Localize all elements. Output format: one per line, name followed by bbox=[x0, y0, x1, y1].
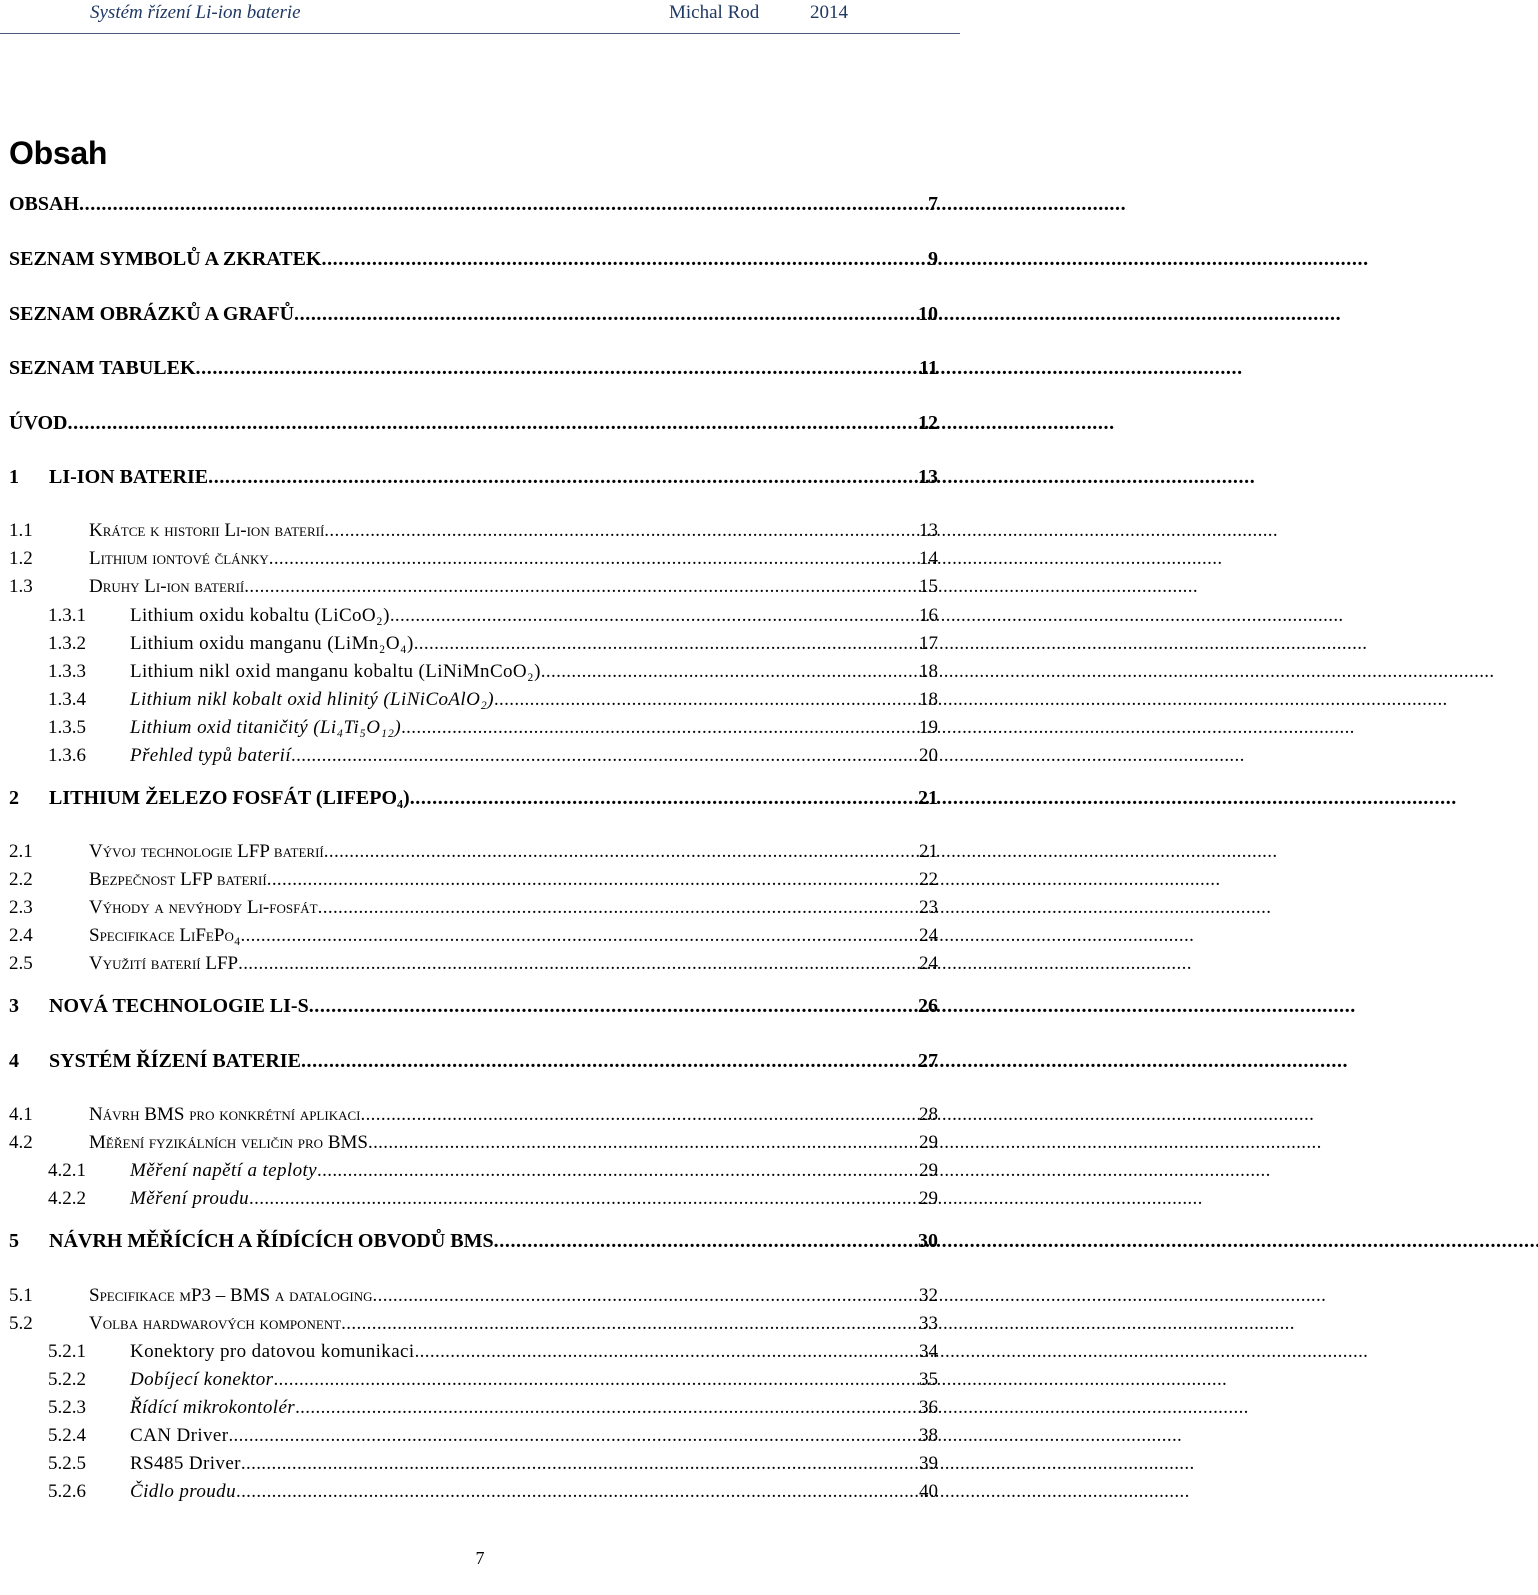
toc-leader bbox=[291, 745, 917, 767]
toc-entry-title: Lithium nikl kobalt oxid hlinitý (LiNiCoAlO₂) bbox=[130, 689, 494, 710]
toc-entry-number: 1.3.2 bbox=[48, 633, 86, 654]
toc-entry-number: 5.2.2 bbox=[48, 1369, 86, 1390]
toc-entry-number: 4 bbox=[9, 1050, 19, 1072]
toc-entry[interactable] bbox=[9, 299, 938, 325]
toc-entry-number: 2.4 bbox=[9, 925, 33, 946]
toc-entry-section[interactable] bbox=[9, 1309, 938, 1335]
toc-entry-number: 5.1 bbox=[9, 1285, 33, 1306]
toc-entry-chapter[interactable] bbox=[9, 991, 938, 1017]
toc-entry-subsection[interactable] bbox=[48, 657, 938, 683]
toc-entry-number: 2.5 bbox=[9, 953, 33, 974]
toc-leader bbox=[410, 787, 916, 809]
toc-entry-number: 1.3.5 bbox=[48, 717, 86, 738]
toc-leader bbox=[238, 953, 917, 975]
toc-leader bbox=[415, 1341, 917, 1363]
toc-leader bbox=[269, 548, 917, 570]
toc-entry-page: 10 bbox=[918, 303, 938, 325]
toc-entry-page: 27 bbox=[918, 1050, 938, 1072]
toc-entry-page: 15 bbox=[919, 576, 938, 597]
toc-leader bbox=[228, 1425, 917, 1447]
toc-entry-title: SYSTÉM ŘÍZENÍ BATERIE bbox=[49, 1050, 301, 1072]
toc-entry-title: Čidlo proudu bbox=[130, 1481, 236, 1502]
toc-leader bbox=[360, 1104, 917, 1126]
toc-leader bbox=[241, 1453, 917, 1475]
toc-entry-subsection[interactable] bbox=[48, 1337, 938, 1363]
toc-entry-section[interactable] bbox=[9, 837, 938, 863]
toc-entry-page: 36 bbox=[919, 1397, 938, 1418]
toc-leader bbox=[318, 897, 917, 919]
toc-entry-subsection[interactable] bbox=[48, 741, 938, 767]
toc-entry-section[interactable] bbox=[9, 893, 938, 919]
toc-entry-number: 5.2.5 bbox=[48, 1453, 86, 1474]
toc-entry-number: 5.2.4 bbox=[48, 1425, 86, 1446]
toc-entry-title: OBSAH bbox=[9, 193, 80, 215]
toc-entry-title: LI-ION BATERIE bbox=[49, 466, 209, 488]
toc-entry-number: 4.2.2 bbox=[48, 1188, 86, 1209]
toc-entry-title: ÚVOD bbox=[9, 412, 68, 434]
toc-leader bbox=[494, 689, 917, 711]
toc-entry-number: 4.2 bbox=[9, 1132, 33, 1153]
toc-entry-title: Bezpečnost LFP baterií bbox=[89, 869, 267, 890]
toc-entry-number: 2.2 bbox=[9, 869, 33, 890]
toc-entry-title: NÁVRH MĚŘÍCÍCH A ŘÍDÍCÍCH OBVODŮ BMS bbox=[49, 1230, 494, 1252]
toc-entry-page: 26 bbox=[918, 995, 938, 1017]
toc-entry-number: 5.2.1 bbox=[48, 1341, 86, 1362]
toc-entry-number: 1.3.1 bbox=[48, 605, 86, 626]
header-author: Michal Rod bbox=[669, 2, 760, 23]
toc-entry-number: 4.1 bbox=[9, 1104, 33, 1125]
toc-entry-number: 1.3.4 bbox=[48, 689, 86, 710]
toc-entry-number: 1.1 bbox=[9, 520, 33, 541]
toc-entry-page: 38 bbox=[919, 1425, 938, 1446]
page-title: Obsah bbox=[9, 135, 108, 171]
toc-entry-title: Výhody a nevýhody Li-fosfát bbox=[89, 897, 318, 918]
toc-leader bbox=[317, 1160, 917, 1182]
toc-leader bbox=[79, 193, 926, 215]
toc-leader bbox=[249, 1188, 917, 1210]
toc-leader bbox=[321, 248, 926, 270]
toc-entry-section[interactable] bbox=[9, 1100, 938, 1126]
toc-leader bbox=[236, 1481, 917, 1503]
toc-entry-title: SEZNAM OBRÁZKŮ A GRAFŮ bbox=[9, 303, 295, 325]
toc-entry-title: SEZNAM SYMBOLŮ A ZKRATEK bbox=[9, 248, 322, 270]
toc-entry-section[interactable] bbox=[9, 1281, 938, 1307]
toc-entry-number: 5.2.6 bbox=[48, 1481, 86, 1502]
toc-entry-title: Konektory pro datovou komunikaci bbox=[130, 1341, 415, 1362]
toc-entry-title: Krátce k historii Li-ion baterií bbox=[89, 520, 325, 541]
toc-entry-page: 13 bbox=[918, 466, 938, 488]
toc-entry-page: 33 bbox=[919, 1313, 938, 1334]
toc-entry-subsection[interactable] bbox=[48, 1477, 938, 1503]
toc-entry-subsection[interactable] bbox=[48, 685, 938, 711]
toc-entry[interactable] bbox=[9, 189, 938, 215]
toc-entry-number: 1.3.6 bbox=[48, 745, 86, 766]
toc-entry-number: 4.2.1 bbox=[48, 1160, 86, 1181]
toc-entry-number: 5.2 bbox=[9, 1313, 33, 1334]
toc-entry[interactable] bbox=[9, 408, 938, 434]
toc-entry-title: Volba hardwarových komponent bbox=[89, 1313, 342, 1334]
toc-entry-section[interactable] bbox=[9, 572, 938, 598]
toc-entry-page: 16 bbox=[919, 605, 938, 626]
toc-entry-title: Vývoj technologie LFP baterií bbox=[89, 841, 324, 862]
toc-entry-title: LITHIUM ŽELEZO FOSFÁT (LIFEPO₄) bbox=[49, 787, 410, 809]
toc-entry-page: 20 bbox=[919, 745, 938, 766]
toc-leader bbox=[324, 520, 917, 542]
toc-entry-title: Lithium iontové články bbox=[89, 548, 269, 569]
toc-leader bbox=[414, 633, 917, 655]
toc-leader bbox=[390, 605, 917, 627]
toc-entry-title: Návrh BMS pro konkrétní aplikaci bbox=[89, 1104, 361, 1125]
toc-entry-title: Využití baterií LFP bbox=[89, 953, 239, 974]
toc-entry-title: Měření fyzikálních veličin pro BMS bbox=[89, 1132, 368, 1153]
toc-entry-subsection[interactable] bbox=[48, 1365, 938, 1391]
page-number: 7 bbox=[475, 1548, 485, 1568]
toc-entry-number: 2.3 bbox=[9, 897, 33, 918]
toc-entry-chapter[interactable] bbox=[9, 1226, 938, 1252]
toc-leader bbox=[324, 841, 917, 863]
toc-entry-subsection[interactable] bbox=[48, 1449, 938, 1475]
toc-entry-page: 18 bbox=[919, 661, 938, 682]
toc-entry-title: NOVÁ TECHNOLOGIE LI-S bbox=[49, 995, 309, 1017]
toc-entry-number: 1 bbox=[9, 466, 19, 488]
toc-leader bbox=[494, 1230, 916, 1252]
toc-entry-subsection[interactable] bbox=[48, 629, 938, 655]
toc-entry-title: Měření proudu bbox=[130, 1188, 250, 1209]
toc-entry-subsection[interactable] bbox=[48, 1393, 938, 1419]
toc-entry-number: 5.2.3 bbox=[48, 1397, 86, 1418]
toc-entry-subsection[interactable] bbox=[48, 713, 938, 739]
toc-entry-chapter[interactable] bbox=[9, 783, 938, 809]
toc-entry-page: 40 bbox=[919, 1481, 938, 1502]
toc-entry-page: 29 bbox=[919, 1132, 938, 1153]
toc-entry-page: 18 bbox=[919, 689, 938, 710]
toc-entry-subsection[interactable] bbox=[48, 1421, 938, 1447]
toc-entry-page: 12 bbox=[918, 412, 938, 434]
toc-entry-page: 7 bbox=[928, 193, 938, 215]
toc-entry-section[interactable] bbox=[9, 949, 938, 975]
toc-leader bbox=[541, 661, 917, 683]
toc-entry-page: 29 bbox=[919, 1160, 938, 1181]
toc-leader bbox=[368, 1132, 917, 1154]
toc-entry-page: 23 bbox=[919, 897, 938, 918]
toc-leader bbox=[68, 412, 917, 434]
toc-leader bbox=[294, 303, 916, 325]
toc-entry-title: CAN Driver bbox=[130, 1425, 229, 1446]
toc-leader bbox=[240, 925, 917, 947]
toc-entry-page: 29 bbox=[919, 1188, 938, 1209]
toc-entry-page: 30 bbox=[918, 1230, 938, 1252]
toc-leader bbox=[244, 576, 917, 598]
toc-entry-number: 2 bbox=[9, 787, 19, 809]
toc-entry-subsection[interactable] bbox=[48, 601, 938, 627]
toc-entry-page: 39 bbox=[919, 1453, 938, 1474]
toc-leader bbox=[373, 1285, 917, 1307]
toc-entry-number: 3 bbox=[9, 995, 19, 1017]
toc-entry-page: 19 bbox=[919, 717, 938, 738]
toc-leader bbox=[301, 1050, 916, 1072]
toc-entry-title: Specifikace LiFePo₄ bbox=[89, 925, 241, 946]
toc-entry-page: 35 bbox=[919, 1369, 938, 1390]
toc-entry-page: 13 bbox=[919, 520, 938, 541]
toc-entry-number: 5 bbox=[9, 1230, 19, 1252]
toc-leader bbox=[341, 1313, 917, 1335]
toc-entry-section[interactable] bbox=[9, 1128, 938, 1154]
toc-entry-page: 11 bbox=[919, 357, 938, 379]
header-year: 2014 bbox=[810, 2, 848, 23]
toc-entry-page: 9 bbox=[928, 248, 938, 270]
toc-entry-section[interactable] bbox=[9, 921, 938, 947]
toc-leader bbox=[273, 1369, 917, 1391]
toc-entry-subsection[interactable] bbox=[48, 1184, 938, 1210]
toc-leader bbox=[295, 1397, 917, 1419]
header-document-title: Systém řízení Li-ion baterie bbox=[90, 2, 301, 23]
toc-entry-page: 14 bbox=[919, 548, 938, 569]
toc-entry-page: 21 bbox=[918, 787, 938, 809]
toc-leader bbox=[196, 357, 918, 379]
toc-entry-number: 1.3 bbox=[9, 576, 33, 597]
toc-entry-chapter[interactable] bbox=[9, 1046, 938, 1072]
toc-leader bbox=[267, 869, 917, 891]
toc-entry-title: Lithium nikl oxid manganu kobaltu (LiNiMnCoO₂) bbox=[130, 661, 541, 682]
toc-entry[interactable] bbox=[9, 244, 938, 270]
toc-entry-title: RS485 Driver bbox=[130, 1453, 241, 1474]
toc-entry-page: 34 bbox=[919, 1341, 938, 1362]
toc-entry-section[interactable] bbox=[9, 865, 938, 891]
toc-entry-page: 24 bbox=[919, 925, 938, 946]
toc-entry-page: 24 bbox=[919, 953, 938, 974]
toc-leader bbox=[309, 995, 916, 1017]
toc-entry-page: 21 bbox=[919, 841, 938, 862]
toc-entry-title: SEZNAM TABULEK bbox=[9, 357, 196, 379]
toc-leader bbox=[208, 466, 916, 488]
toc-entry-chapter[interactable] bbox=[9, 462, 938, 488]
toc-entry-title: Druhy Li-ion baterií bbox=[89, 576, 245, 597]
toc-entry-number: 1.3.3 bbox=[48, 661, 86, 682]
toc-entry-page: 17 bbox=[919, 633, 938, 654]
toc-entry-title: Dobíjecí konektor bbox=[130, 1369, 274, 1390]
toc-entry-page: 22 bbox=[919, 869, 938, 890]
toc-entry-number: 2.1 bbox=[9, 841, 33, 862]
toc-entry-title: Přehled typů baterií bbox=[130, 745, 292, 766]
toc-entry-page: 32 bbox=[919, 1285, 938, 1306]
toc-entry-title: Měření napětí a teploty bbox=[130, 1160, 318, 1181]
toc-entry-section[interactable] bbox=[9, 516, 938, 542]
toc-entry-number: 1.2 bbox=[9, 548, 33, 569]
toc-entry-subsection[interactable] bbox=[48, 1156, 938, 1182]
toc-entry-section[interactable] bbox=[9, 544, 938, 570]
toc-entry-title: Lithium oxidu manganu (LiMn₂O₄) bbox=[130, 633, 414, 654]
toc-entry-page: 28 bbox=[919, 1104, 938, 1125]
toc-entry-title: Lithium oxidu kobaltu (LiCoO₂) bbox=[130, 605, 390, 626]
toc-entry-title: Řídící mikrokontolér bbox=[130, 1397, 296, 1418]
toc-leader bbox=[401, 717, 917, 739]
toc-entry[interactable] bbox=[9, 353, 938, 379]
toc-entry-title: Specifikace µP3 – BMS a dataloging bbox=[89, 1285, 373, 1306]
toc-entry-title: Lithium oxid titaničitý (Li₄Ti₅O₁₂) bbox=[130, 717, 402, 738]
